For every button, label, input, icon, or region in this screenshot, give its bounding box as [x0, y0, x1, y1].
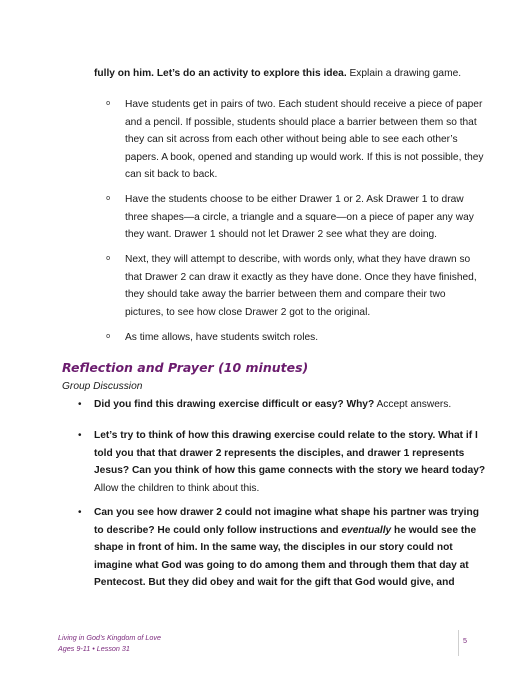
footer-divider — [458, 630, 459, 656]
discussion-question-continued: he would see the shape in front of him. In the same way, the disciples in our story could not imagine what God was going to do among them and through them that day at Pentecost. But they did obey and wait for the gift that God would give, and — [94, 524, 477, 589]
discussion-question: Did you find this drawing exercise difficult or easy? Why? — [94, 399, 375, 410]
list-marker: o — [106, 195, 111, 203]
bullet-icon: • — [78, 430, 82, 441]
discussion-question: Can you see how drawer 2 could not imagine what shape his partner was trying to describe? He could only follow instructions and — [94, 507, 479, 536]
page-number: 5 — [463, 636, 467, 645]
footer-ages-lesson: Ages 9-11 • Lesson 31 — [58, 643, 130, 653]
discussion-note: Allow the children to think about this. — [94, 482, 260, 494]
discussion-question: Let’s try to think of how this drawing exercise could relate to the story. What if I told you that that drawer 2 represents the disciples, and drawer 1 represents Jesus? Can you think of how this game connects with the story we heard today? — [94, 430, 486, 477]
activity-step-text: Have the students choose to be either Drawer 1 or 2. Ask Drawer 1 to draw three shapes—a circle, a triangle and a square—on a piece of paper any way they want. Drawer 1 should not let Drawer 2 see what they are doing. — [125, 194, 474, 241]
bullet-icon: • — [78, 507, 82, 518]
activity-step-1 — [106, 96, 484, 184]
list-marker: o — [106, 333, 111, 341]
activity-step-4 — [106, 329, 484, 347]
section-heading: Reflection and Prayer (10 minutes) — [62, 360, 309, 375]
section-subheading: Group Discussion — [62, 381, 143, 392]
activity-step-text: As time allows, have students switch roles. — [125, 332, 319, 343]
discussion-item-2 — [78, 427, 490, 497]
intro-bold-text: fully on him. Let’s do an activity to explore this idea. — [94, 68, 347, 79]
emphasis-text: eventually — [341, 524, 392, 536]
activity-step-2 — [106, 191, 484, 244]
activity-step-text: Have students get in pairs of two. Each student should receive a piece of paper and a pencil. If possible, students should place a barrier between them so that they can sit across from each other without being able to see each other’s papers. A book, opened and standing up would work. If this is not possible, they can sit back to back. — [125, 99, 484, 181]
intro-plain-text: Explain a drawing game. — [346, 68, 462, 79]
intro-paragraph — [94, 65, 484, 82]
list-marker: o — [106, 100, 111, 108]
bullet-icon: • — [78, 399, 82, 410]
activity-step-3 — [106, 251, 484, 321]
discussion-item-3 — [78, 504, 490, 592]
page-footer — [58, 633, 161, 654]
footer-title: Living in God’s Kingdom of Love — [58, 633, 161, 642]
list-marker: o — [106, 255, 111, 263]
activity-step-text: Next, they will attempt to describe, with words only, what they have drawn so that Drawer 2 can draw it exactly as they have done. Once they have finished, they should take away the barrier between them and compare their two pictures, to see how close Drawer 2 got to the original. — [125, 254, 477, 318]
discussion-note: Accept answers. — [374, 399, 452, 410]
discussion-item-1 — [78, 396, 490, 414]
